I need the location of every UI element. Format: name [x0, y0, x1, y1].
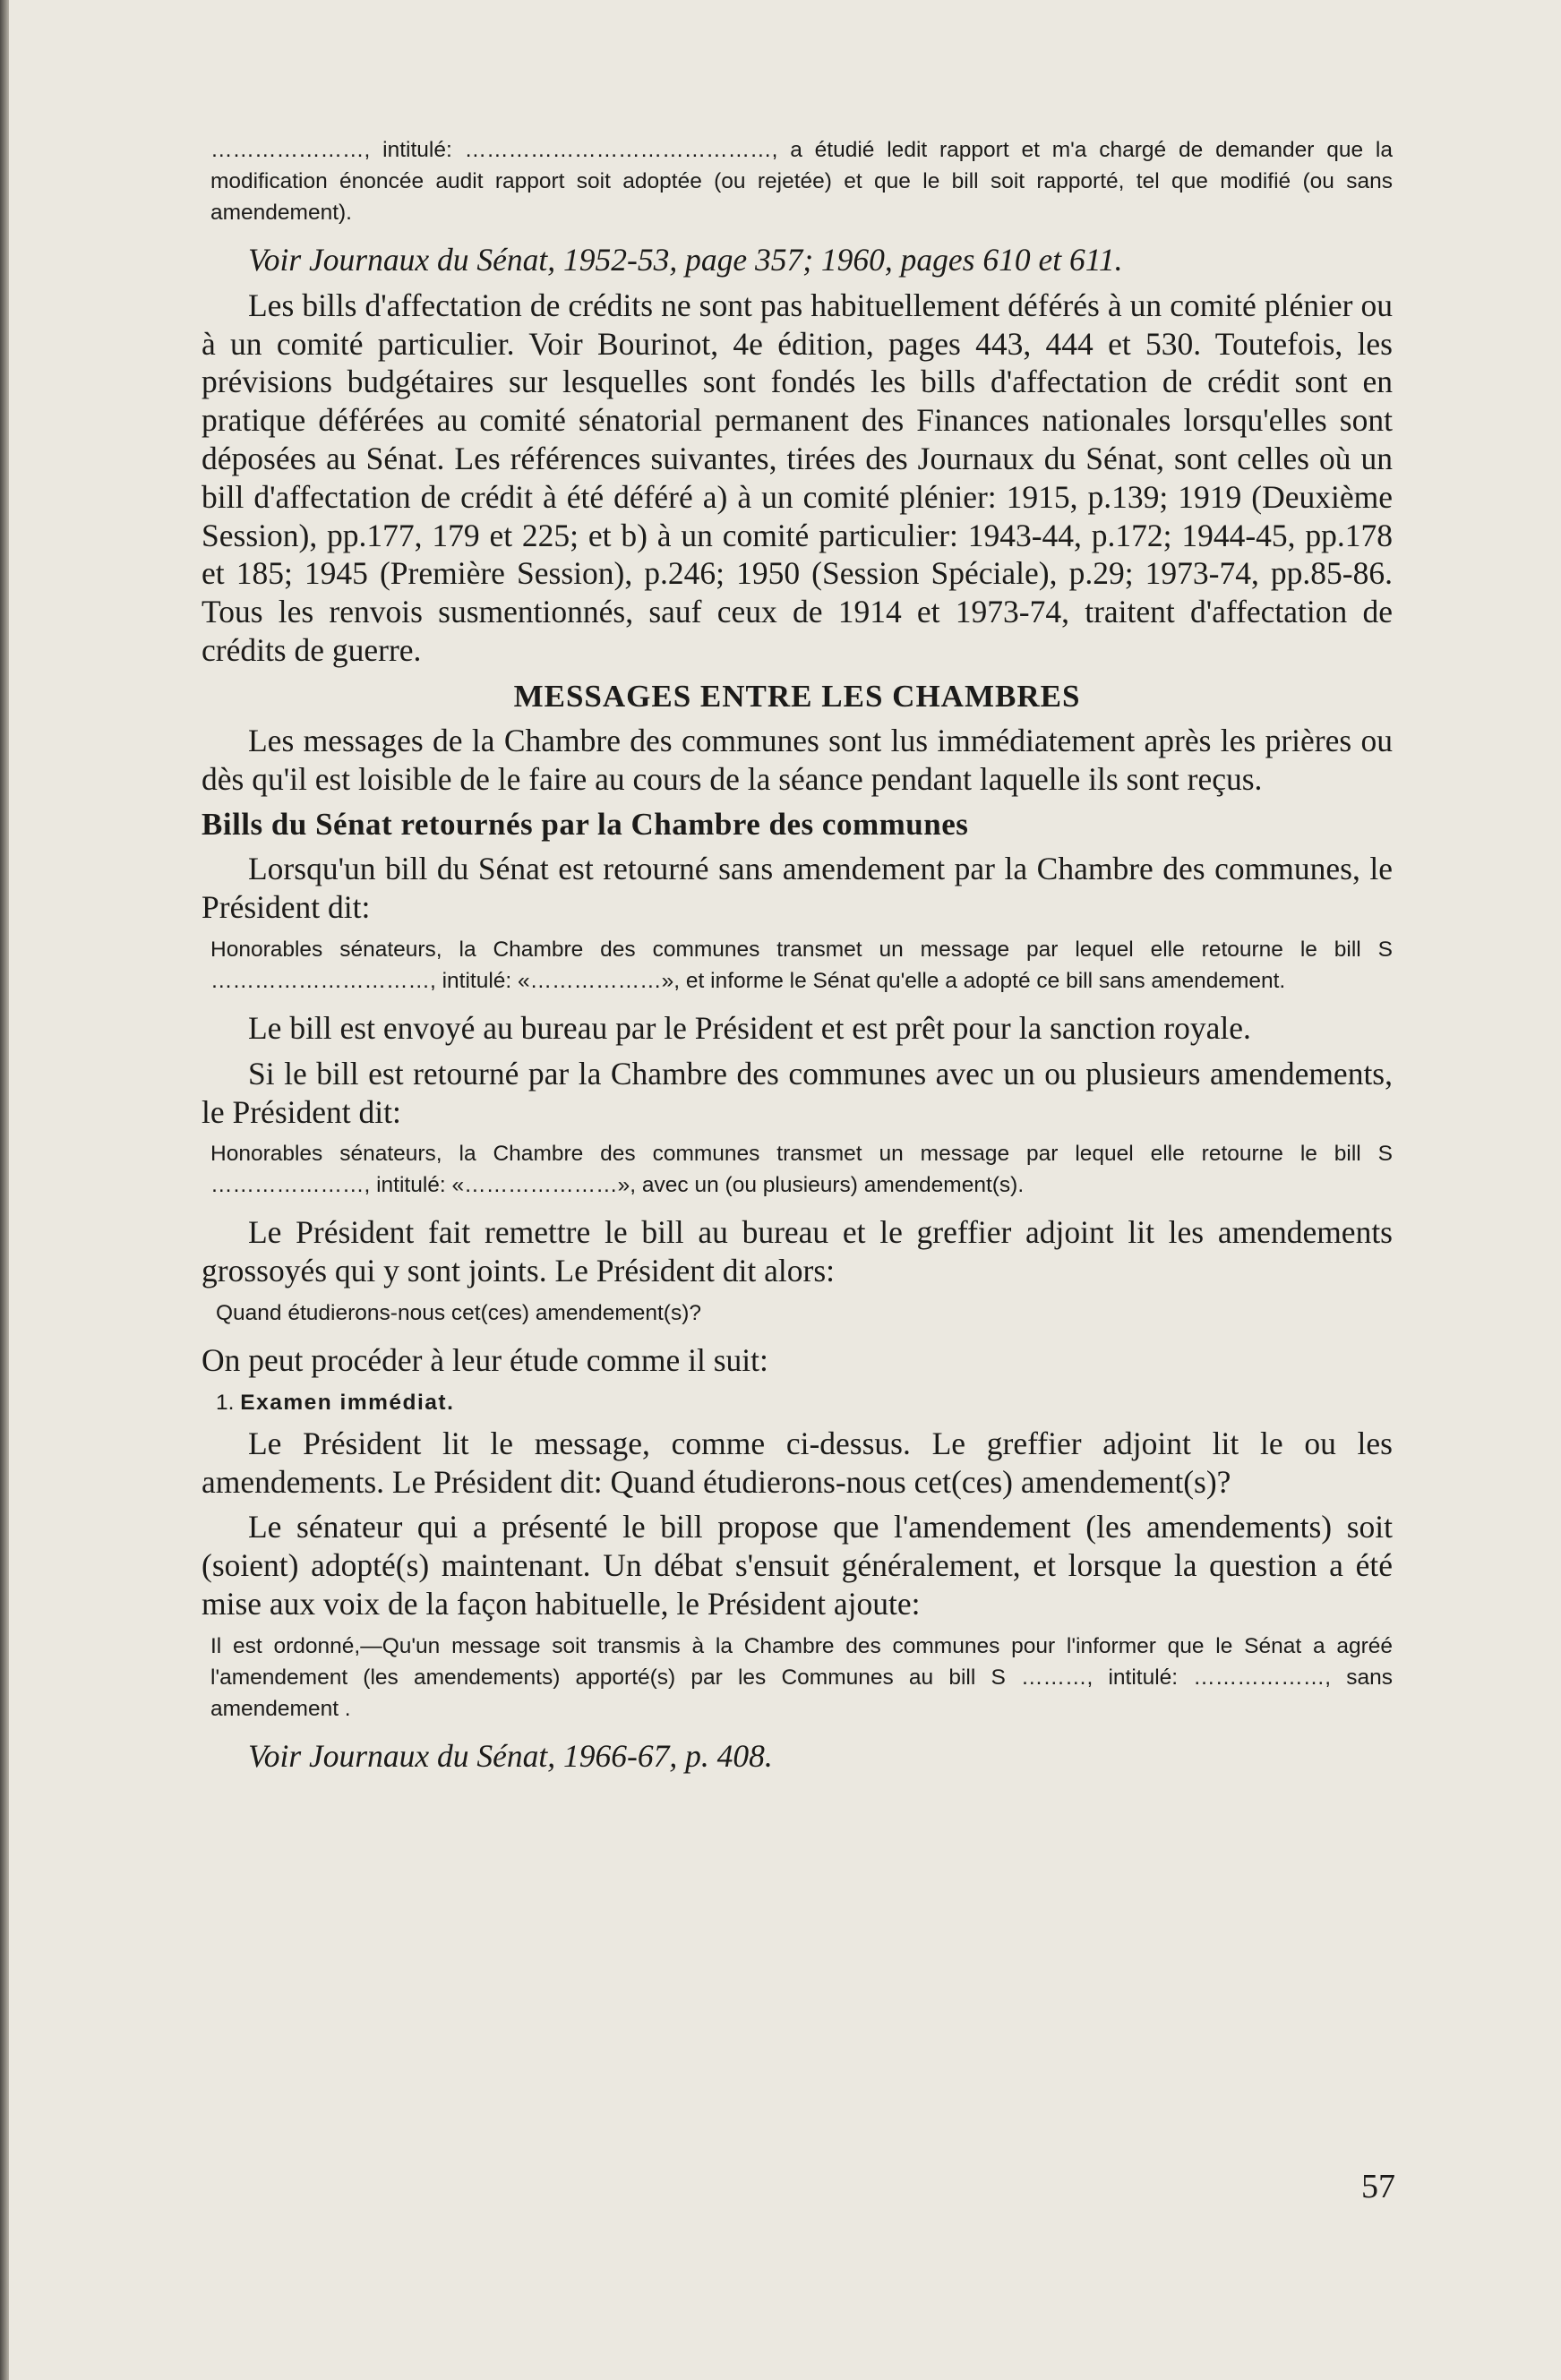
quote-committee-report: …………………, intitulé: ……………………………………, a étudié ledit rapport et m'a chargé de demander que la modification énoncée audit rapport soit adoptée (ou rejetée) et que le bill soit rapporté, tel que modifié (ou sans amendement).	[210, 138, 1393, 225]
paragraph: On peut procéder à leur étude comme il suit:	[202, 1341, 768, 1378]
reference-line: Voir Journaux du Sénat, 1952-53, page 357; 1960, pages 610 et 611.	[248, 242, 1123, 278]
paragraph: Le Président lit le message, comme ci-dessus. Le greffier adjoint lit le ou les amendements. Le Président dit: Quand étudierons-nous cet(ces) amendement(s)?	[202, 1425, 1393, 1500]
quote-order: Il est ordonné,—Qu'un message soit transmis à la Chambre des communes pour l'informer que le Sénat a agréé l'amendement (les amendements) apporté(s) par les Communes au bill S ………, intitulé: ………………, sans amendement .	[210, 1633, 1393, 1721]
paragraph: Les messages de la Chambre des communes sont lus immédiatement après les prières ou dès qu'il est loisible de le faire au cours de la séance pendant laquelle ils sont reçus.	[202, 722, 1393, 797]
quote-question: Quand étudierons-nous cet(ces) amendement(s)?	[216, 1300, 702, 1325]
paragraph: Le sénateur qui a présenté le bill propose que l'amendement (les amendements) soit (soient) adopté(s) maintenant. Un débat s'ensuit généralement, et lorsque la question a été mise aux voix de la façon habituelle, le Président ajoute:	[202, 1509, 1393, 1622]
paragraph: Lorsqu'un bill du Sénat est retourné sans amendement par la Chambre des communes, le Président dit:	[202, 851, 1393, 926]
paragraph: Les bills d'affectation de crédits ne sont pas habituellement déférés à un comité plénier ou à un comité particulier. Voir Bourinot, 4e édition, pages 443, 444 et 530. Toutefois, les prévisions budgétaires sur lesquelles sont fondés les bills d'affectation de crédit sont en pratique déférées au comité sénatorial permanent des Finances nationales lorsqu'elles sont déposées au Sénat. Les références suivantes, tirées des Journaux du Sénat, sont celles où un bill d'affectation de crédit à été déféré a) à un comité plénier: 1915, p.139; 1919 (Deuxième Session), pp.177, 179 et 225; et b) à un comité particulier: 1943-44, p.172; 1944-45, pp.178 et 185; 1945 (Première Session), p.246; 1950 (Session Spéciale), p.29; 1973-74, pp.85-86. Tous les renvois susmentionnés, sauf ceux de 1914 et 1973-74, traitent d'affectation de crédits de guerre.	[202, 287, 1393, 668]
section-heading: MESSAGES ENTRE LES CHAMBRES	[513, 678, 1081, 714]
numbered-subsection: 1. Examen immédiat.	[216, 1390, 455, 1415]
page-content	[202, 134, 1393, 1783]
quote-speaker-message: Honorables sénateurs, la Chambre des communes transmet un message par lequel elle retourne le bill S …………………, intitulé: «…………………», avec un (ou plusieurs) amendement(s).	[210, 1142, 1393, 1198]
paragraph: Le Président fait remettre le bill au bureau et le greffier adjoint lit les amendements grossoyés qui y sont joints. Le Président dit alors:	[202, 1214, 1393, 1289]
paragraph: Le bill est envoyé au bureau par le Président et est prêt pour la sanction royale.	[248, 1009, 1251, 1046]
subsection-heading: Bills du Sénat retournés par la Chambre des communes	[202, 807, 969, 843]
book-spine-shadow	[0, 0, 9, 2380]
page-number: 57	[1361, 2168, 1395, 2205]
quote-speaker-message: Honorables sénateurs, la Chambre des communes transmet un message par lequel elle retourne le bill S …………………………, intitulé: «………………», et informe le Sénat qu'elle a adopté ce bill sans amendement.	[210, 937, 1393, 993]
reference-line: Voir Journaux du Sénat, 1966-67, p. 408.	[248, 1737, 773, 1774]
paragraph: Si le bill est retourné par la Chambre des communes avec un ou plusieurs amendements, le Président dit:	[202, 1055, 1393, 1130]
